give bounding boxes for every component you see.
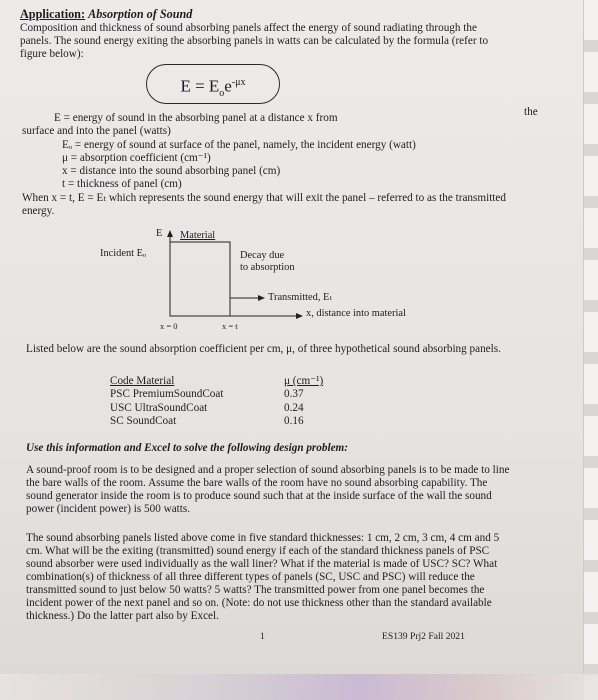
intro-line-2: panels. The sound energy exiting the absorbing panels in watts can be calculated by the formula (refer to	[20, 35, 489, 47]
section-label: Application:	[20, 7, 86, 21]
question-line: thickness.) Do the latter part also by Excel.	[26, 610, 219, 622]
table-row-mu: 0.24	[284, 402, 304, 414]
diagram-decay-label-1: Decay due	[240, 250, 285, 261]
question-line: incident power of the next panel and so on. (Note: do not use thickness other than the standard available	[26, 597, 492, 609]
definition-e: E = energy of sound in the absorbing panel at a distance x from	[54, 112, 338, 124]
course-footer: ES139 Prj2 Fall 2021	[382, 631, 465, 642]
absorption-diagram	[90, 228, 450, 332]
definition-mu: μ = absorption coefficient (cm⁻¹)	[62, 152, 211, 164]
question-line: cm. What will be the exiting (transmitted) sound energy if each of the standard thickness panels of PSC	[26, 545, 490, 557]
table-header-mu: μ (cm⁻¹)	[284, 375, 324, 387]
table-row-material: PSC PremiumSoundCoat	[110, 388, 224, 400]
formula-base: e	[224, 76, 232, 96]
definition-eo: Eₒ = energy of sound at surface of the panel, namely, the incident energy (watt)	[62, 139, 416, 151]
question-line: combination(s) of thickness of all three different types of panels (SC, USC and PSC) will reduce the	[26, 571, 475, 583]
problem-line: power (incident power) is 500 watts.	[26, 503, 191, 515]
diagram-material-label: Material	[180, 230, 216, 241]
intro-line-1: Composition and thickness of sound absorbing panels affect the energy of sound radiating through the	[20, 22, 477, 34]
question-line: The sound absorbing panels listed above come in five standard thicknesses: 1 cm, 2 cm, 3 cm, 4 cm and 5	[26, 532, 500, 544]
transmitted-arrow-head	[258, 295, 265, 301]
formula-subscript: o	[219, 88, 225, 100]
diagram-y-label: E	[156, 228, 163, 239]
formula-lhs: E = E	[180, 76, 220, 96]
table-row-mu: 0.16	[284, 415, 304, 427]
side-word: the	[524, 106, 538, 118]
definition-x: x = distance into the sound absorbing panel (cm)	[62, 165, 281, 177]
table-row-mu: 0.37	[284, 388, 304, 400]
diagram-decay-label-2: to absorption	[240, 262, 295, 273]
table-header-material: Code Material	[110, 375, 175, 387]
definition-e-cont: surface and into the panel (watts)	[22, 125, 171, 137]
table-row-material: SC SoundCoat	[110, 415, 177, 427]
diagram-transmitted-label: Transmitted, Eₜ	[268, 292, 332, 303]
instructions-heading: Use this information and Excel to solve the following design problem:	[26, 442, 348, 454]
diagram-x0-label: x = 0	[160, 321, 178, 331]
material-box	[170, 242, 230, 316]
diagram-xt-label: x = t	[222, 321, 238, 331]
problem-line: the bare walls of the room. Assume the bare walls of the room have no sound absorbing capability. The	[26, 477, 488, 489]
binder-edge	[583, 0, 598, 700]
diagram-incident-label: Incident Eₒ	[100, 248, 146, 259]
section-title	[20, 8, 192, 21]
problem-line: sound generator inside the room is to produce sound such that at the inside surface of the wall the sound	[26, 490, 492, 502]
formula-exponent: -μx	[231, 77, 246, 88]
formula	[147, 73, 279, 104]
y-axis-arrow	[167, 230, 173, 237]
definition-when: When x = t, E = Eₜ which represents the sound energy that will exit the panel – referred to as the transmitted	[22, 192, 506, 204]
page-number: 1	[260, 631, 265, 642]
question-line: transmitted sound to just below 50 watts? 5 watts? The transmitted power from one panel becomes the	[26, 584, 485, 596]
question-line: sound absorber were used individually as the wall liner? What if the material is made of USC? SC? What	[26, 558, 498, 570]
coefficients-intro: Listed below are the sound absorption coefficient per cm, μ, of three hypothetical sound absorbing panels.	[26, 343, 501, 355]
problem-line: A sound-proof room is to be designed and a proper selection of sound absorbing panels is to be made to line	[26, 464, 510, 476]
table-row-material: USC UltraSoundCoat	[110, 402, 208, 414]
x-axis-arrow	[296, 313, 303, 319]
definition-energy: energy.	[22, 205, 55, 217]
intro-line-3: figure below):	[20, 48, 84, 60]
formula-oval	[146, 64, 280, 104]
desk-background-strip	[0, 674, 598, 700]
definition-t: t = thickness of panel (cm)	[62, 178, 182, 190]
section-subject: Absorption of Sound	[88, 7, 193, 21]
diagram-x-axis-label: x, distance into material	[306, 308, 406, 319]
